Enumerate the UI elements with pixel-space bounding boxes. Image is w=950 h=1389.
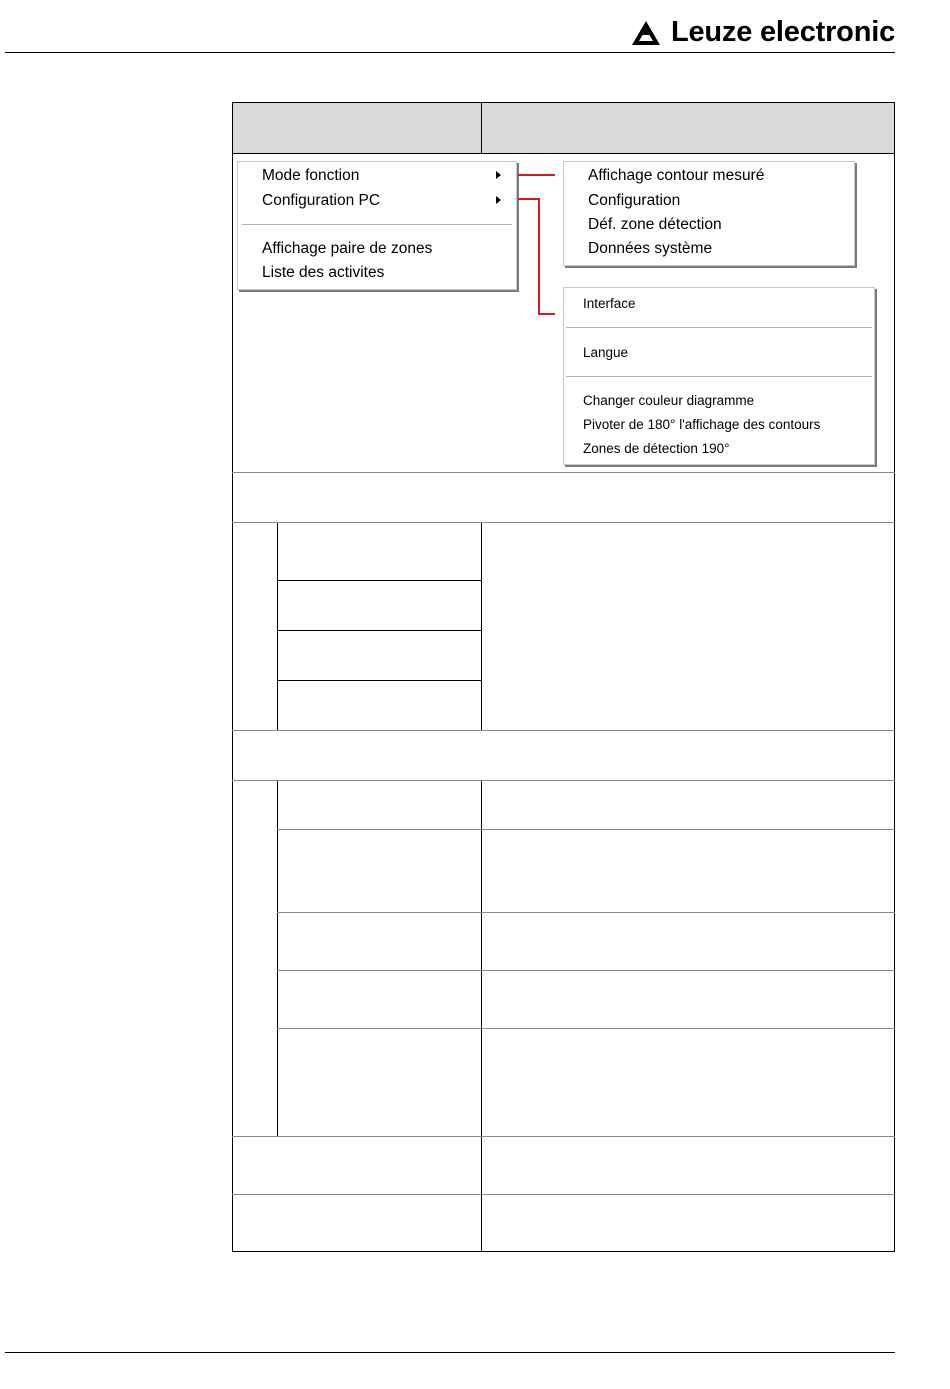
brand-header (631, 16, 895, 49)
submenu-configuration-pc (563, 287, 875, 465)
submenu-arrow-icon (496, 171, 501, 179)
menu-item-zones-detection[interactable]: Zones de détection 190° (583, 441, 730, 456)
menu-item-interface[interactable]: Interface (583, 296, 636, 311)
connector-line-config (538, 313, 555, 315)
menu-item-liste-activites[interactable]: Liste des activites (262, 264, 385, 281)
menu-item-affichage-contour[interactable]: Affichage contour mesuré (588, 167, 765, 184)
menu-separator (242, 224, 512, 225)
table-header-row (233, 103, 895, 153)
menu-item-configuration[interactable]: Configuration (588, 192, 681, 209)
submenu-mode-fonction (563, 161, 855, 266)
brand-name: Leuze electronic (670, 16, 895, 48)
connector-line-config (518, 198, 538, 200)
leuze-triangle-logo-icon (631, 20, 661, 46)
menu-item-mode-fonction[interactable]: Mode fonction (262, 167, 360, 184)
connector-line-config (538, 198, 540, 315)
submenu-arrow-icon (496, 196, 501, 204)
footer-rule (5, 1352, 895, 1353)
header-rule (5, 52, 895, 53)
menu-item-affichage-paire[interactable]: Affichage paire de zones (262, 240, 433, 257)
main-context-menu (237, 161, 517, 290)
menu-separator (566, 327, 872, 328)
menu-item-donnees-systeme[interactable]: Données système (588, 240, 713, 257)
menu-item-pivoter[interactable]: Pivoter de 180° l'affichage des contours (583, 417, 821, 432)
menu-separator (566, 376, 872, 377)
menu-item-def-zone[interactable]: Déf. zone détection (588, 216, 722, 233)
connector-line-mode (518, 174, 555, 176)
menu-item-changer-couleur[interactable]: Changer couleur diagramme (583, 393, 755, 408)
menu-item-langue[interactable]: Langue (583, 345, 629, 360)
menu-item-configuration-pc[interactable]: Configuration PC (262, 192, 381, 209)
